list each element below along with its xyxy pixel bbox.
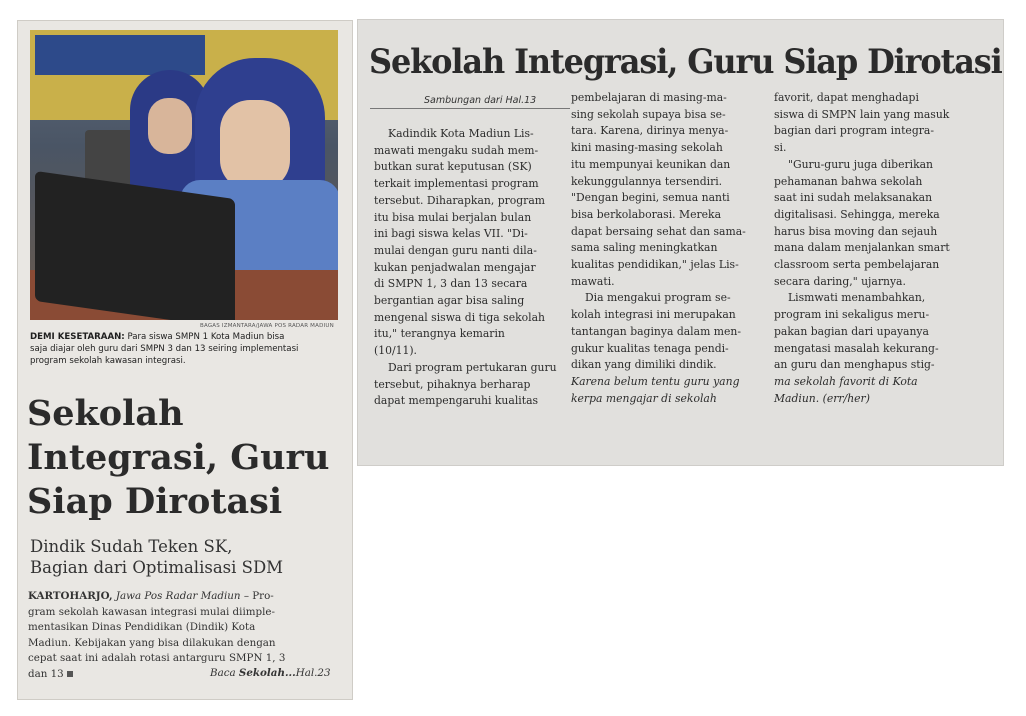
article-line: si. — [774, 141, 787, 155]
read-more-page: Hal.23 — [295, 667, 331, 679]
article-line: mengatasi masalah kekurang- — [774, 341, 939, 355]
article-line: tantangan baginya dalam men- — [571, 324, 741, 338]
lead-line: dan 13 — [28, 667, 64, 680]
article-line: pakan bagian dari upayanya — [774, 324, 929, 338]
article-column-1 — [374, 126, 557, 410]
article-line: butkan surat keputusan (SK) — [374, 160, 532, 174]
front-headline — [27, 392, 347, 524]
end-mark-icon — [67, 671, 73, 677]
article-line: secara daring," ujarnya. — [774, 274, 906, 288]
front-subheadline — [30, 536, 340, 578]
article-line: bagian dari program integra- — [774, 124, 934, 138]
article-line: sama saling meningkatkan — [571, 241, 718, 255]
caption-label: DEMI KESETARAAN: — [30, 332, 125, 342]
article-column-2 — [571, 90, 746, 407]
article-line: digitalisasi. Sehingga, mereka — [774, 207, 940, 221]
article-line: harus bisa moving dan sejauh — [774, 224, 938, 238]
article-line: itu," terangnya kemarin — [374, 327, 505, 341]
lead-line: gram sekolah kawasan integrasi mulai diimple- — [28, 605, 275, 618]
article-line: mulai dengan guru nanti dila- — [374, 243, 537, 257]
article-line: pehamanan bahwa sekolah — [774, 174, 923, 188]
article-line: itu mempunyai keunikan dan — [571, 157, 731, 171]
article-line: ma sekolah favorit di Kota — [774, 374, 918, 388]
article-line: tersebut, pihaknya berharap — [374, 377, 531, 391]
article-line: itu bisa mulai berjalan bulan — [374, 210, 532, 224]
article-line: Karena belum tentu guru yang — [571, 374, 740, 388]
article-line: Lismwati menambahkan, — [788, 291, 926, 305]
subhead-line: Bagian dari Optimalisasi SDM — [30, 558, 284, 577]
photo-caption — [30, 331, 335, 367]
article-line: "Dengan begini, semua nanti — [571, 191, 730, 205]
article-line: saat ini sudah melaksanakan — [774, 191, 933, 205]
article-line: kukan penjadwalan mengajar — [374, 260, 536, 274]
article-line: favorit, dapat menghadapi — [774, 91, 919, 104]
continuation-headline: Sekolah Integrasi, Guru Siap Dirotasi — [369, 42, 1002, 82]
read-more-keyword: Sekolah... — [238, 667, 296, 679]
lead-line: Madiun. Kebijakan yang bisa dilakukan dengan — [28, 636, 276, 649]
article-line: kolah integrasi ini merupakan — [571, 308, 736, 322]
article-line: sing sekolah supaya bisa se- — [571, 107, 726, 121]
article-line: bergantian agar bisa saling — [374, 294, 525, 308]
article-line: "Guru-guru juga diberikan — [788, 157, 934, 171]
caption-line: saja diajar oleh guru dari SMPN 3 dan 13 seiring implementasi — [30, 344, 299, 354]
article-line: tara. Karena, dirinya menya- — [571, 124, 729, 138]
news-photo — [30, 30, 338, 320]
read-more-jump — [210, 667, 331, 679]
lead-line: mentasikan Dinas Pendidikan (Dindik) Kota — [28, 621, 256, 633]
photo-credit: BAGAS IZMANTARA/JAWA POS RADAR MADIUN — [200, 323, 334, 329]
article-line: Kadindik Kota Madiun Lis- — [388, 127, 534, 140]
article-line: Dari program pertukaran guru — [388, 360, 557, 374]
article-line: mana dalam menjalankan smart — [774, 241, 950, 255]
photo-student-1-face — [148, 98, 192, 154]
headline-line: Siap Dirotasi — [27, 481, 283, 522]
article-line: di SMPN 1, 3 dan 13 secara — [374, 277, 528, 291]
headline-line: Integrasi, Guru — [27, 437, 330, 478]
lead-text: – Pro- — [240, 590, 274, 602]
article-line: tersebut. Diharapkan, program — [374, 193, 546, 207]
article-line: Dia mengakui program se- — [585, 291, 731, 305]
article-line: mawati. — [571, 274, 615, 288]
dateline: KARTOHARJO, — [28, 590, 113, 602]
article-line: dapat mempengaruhi kualitas — [374, 394, 539, 408]
subhead-line: Dindik Sudah Teken SK, — [30, 537, 233, 556]
photo-banner — [35, 35, 205, 75]
caption-line: Para siswa SMPN 1 Kota Madiun bisa — [124, 332, 285, 342]
article-line: terkait implementasi program — [374, 177, 539, 191]
article-line: bisa berkolaborasi. Mereka — [571, 207, 722, 221]
headline-line: Sekolah — [27, 393, 184, 434]
article-column-3 — [774, 90, 950, 407]
read-more-prefix: Baca — [210, 667, 239, 679]
article-line: kerpa mengajar di sekolah — [571, 391, 717, 405]
news-source: Jawa Pos Radar Madiun — [112, 590, 241, 602]
article-line: (10/11). — [374, 344, 417, 358]
continued-from-label: Sambungan dari Hal.13 — [424, 95, 537, 106]
article-line: mengenal siswa di tiga sekolah — [374, 310, 545, 324]
article-line: kini masing-masing sekolah — [571, 141, 723, 155]
photo-student-2-face — [220, 100, 290, 190]
article-line: dikan yang dimiliki dindik. — [571, 358, 717, 372]
article-line: ini bagi siswa kelas VII. "Di- — [374, 227, 528, 241]
article-line: kualitas pendidikan," jelas Lis- — [571, 258, 739, 272]
continued-from-rule — [370, 108, 570, 109]
article-line: gukur kualitas tenaga pendi- — [571, 341, 729, 355]
article-line: pembelajaran di masing-ma- — [571, 91, 727, 104]
article-line: kekunggulannya tersendiri. — [571, 174, 723, 188]
article-line: dapat bersaing sehat dan sama- — [571, 224, 746, 238]
article-line: siswa di SMPN lain yang masuk — [774, 107, 950, 121]
lead-line: cepat saat ini adalah rotasi antarguru SMPN 1, 3 — [28, 652, 286, 664]
caption-line: program sekolah kawasan integrasi. — [30, 356, 186, 366]
article-line: classroom serta pembelajaran — [774, 258, 940, 272]
article-line: program ini sekaligus meru- — [774, 308, 930, 322]
article-line: mawati mengaku sudah mem- — [374, 143, 539, 157]
article-line: an guru dan menghapus stig- — [774, 358, 935, 372]
article-line: Madiun. (err/her) — [774, 391, 870, 405]
